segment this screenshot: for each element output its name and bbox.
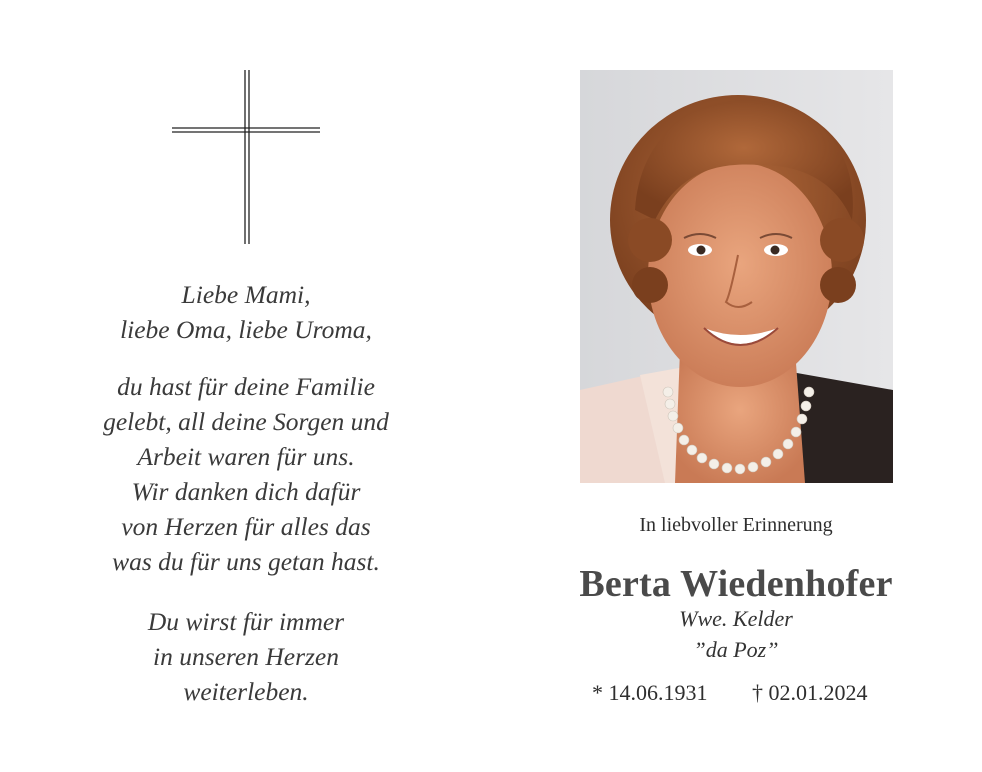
- nickname: ”da Poz”: [693, 637, 779, 662]
- poem-line: Arbeit waren für uns.: [137, 442, 355, 471]
- poem-stanza-3: [60, 604, 432, 709]
- poem-line: von Herzen für alles das: [121, 512, 371, 541]
- poem-line: Du wirst für immer: [147, 607, 345, 636]
- poem-line: weiterleben.: [183, 677, 309, 706]
- poem-line: du hast für deine Familie: [117, 372, 375, 401]
- cross-icon: [172, 70, 320, 244]
- poem-line: was du für uns getan hast.: [112, 547, 380, 576]
- portrait-photo: [580, 70, 893, 483]
- poem-stanza-2: [60, 369, 432, 579]
- deceased-name: Berta Wiedenhofer: [579, 563, 893, 605]
- poem-line: gelebt, all deine Sorgen und: [103, 407, 389, 436]
- poem-line: Wir danken dich dafür: [131, 477, 361, 506]
- death-date: † 02.01.2024: [752, 680, 868, 705]
- memorial-heading: In liebvoller Erinnerung: [639, 514, 833, 536]
- poem-line: Liebe Mami,: [181, 280, 311, 309]
- poem-stanza-1: [60, 277, 432, 347]
- birth-date: * 14.06.1931: [592, 680, 708, 705]
- poem-line: in unseren Herzen: [152, 642, 340, 671]
- poem-line: liebe Oma, liebe Uroma,: [120, 315, 372, 344]
- widow-of: Wwe. Kelder: [679, 606, 793, 631]
